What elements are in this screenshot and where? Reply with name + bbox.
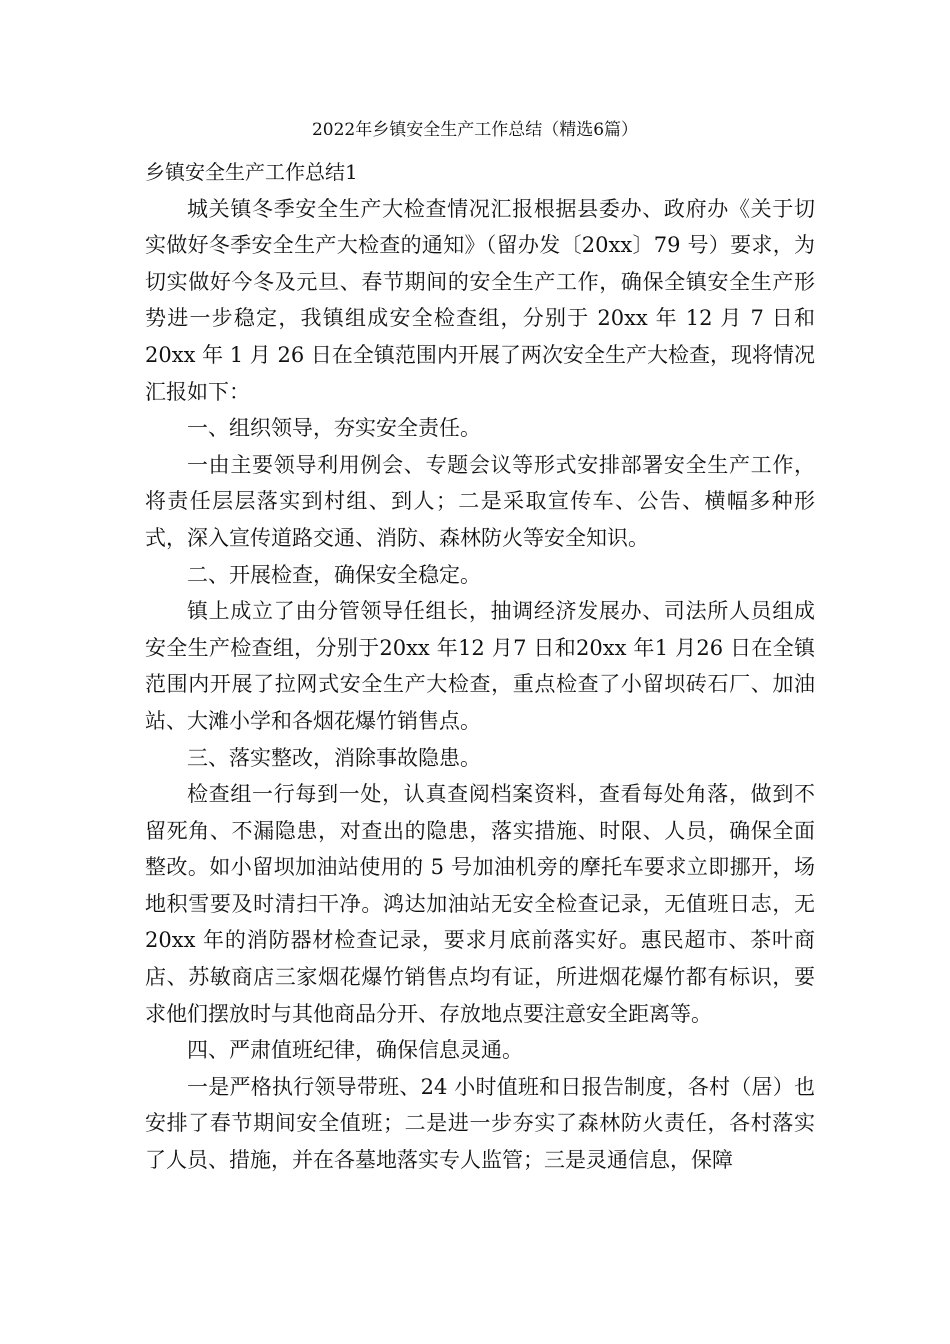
section-heading: 二、开展检查，确保安全稳定。 (187, 562, 481, 587)
body-paragraph: 一是严格执行领导带班、24 小时值班和日报告制度，各村（居）也安排了春节期间安全值班；二是进一步夯实了森林防火责任，各村落实了人员、措施，并在各墓地落实专人监管；三是灵通信息，保障 (145, 1074, 815, 1173)
body-paragraph: 一由主要领导利用例会、专题会议等形式安排部署安全生产工作，将责任层层落实到村组、到人；二是采取宣传车、公告、横幅多种形式，深入宣传道路交通、消防、森林防火等安全知识。 (145, 452, 815, 550)
document-body (145, 154, 815, 1179)
section-heading: 三、落实整改，消除事故隐患。 (187, 745, 481, 770)
section-subtitle: 乡镇安全生产工作总结1 (145, 160, 358, 184)
body-paragraph: 镇上成立了由分管领导任组长，抽调经济发展办、司法所人员组成安全生产检查组，分别于20xx 年12 月7 日和20xx 年1 月26 日在全镇范围内开展了拉网式安全生产大检查，重点检查了小留坝砖石厂、加油站、大滩小学和各烟花爆竹销售点。 (145, 599, 816, 733)
section-heading: 一、组织领导，夯实安全责任。 (187, 416, 481, 441)
body-paragraph: 城关镇冬季安全生产大检查情况汇报根据县委办、政府办《关于切实做好冬季安全生产大检查的通知》（留办发〔20xx〕79 号）要求，为切实做好今冬及元旦、春节期间的安全生产工作，确保全镇安全生产形势进一步稳定，我镇组成安全检查组，分别于 20xx 年 12 月 7 日和 20xx 年 1 月 26 日在全镇范围内开展了两次安全生产大检查，现将情况汇报如下： (145, 196, 815, 404)
body-paragraph: 检查组一行每到一处，认真查阅档案资料，查看每处角落，做到不留死角、不漏隐患，对查出的隐患，落实措施、时限、人员，确保全面整改。如小留坝加油站使用的 5 号加油机旁的摩托车要求立即挪开，场地积雪要及时清扫干净。鸿达加油站无安全检查记录，无值班日志，无20xx 年的消防器材检查记录，要求月底前落实好。惠民超市、茶叶商店、苏敏商店三家烟花爆竹销售点均有证，所进烟花爆竹都有标识，要求他们摆放时与其他商品分开、存放地点要注意安全距离等。 (145, 782, 815, 1026)
section-heading: 四、严肃值班纪律，确保信息灵通。 (187, 1038, 523, 1063)
document-title: 2022年乡镇安全生产工作总结（精选6篇） (311, 120, 639, 140)
